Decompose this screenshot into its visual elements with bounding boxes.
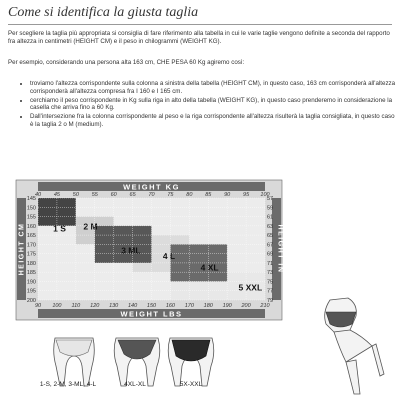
height-cm-tick: 190 [26,279,36,286]
page-title: Come si identifica la giusta taglia [8,5,199,20]
height-in-tick: 69 [267,251,274,258]
weight-kg-label: WEIGHT KG [123,182,180,192]
title-divider [8,24,392,25]
weight-lbs-tick: 110 [71,303,81,309]
height-cm-tick: 155 [26,214,36,221]
weight-lbs-tick: 180 [203,303,213,309]
instruction-item: • troviamo l'altezza corrispondente sulla colonna a sinistra della tabella (HEIGHT CM), in questo caso, 163 cm corrisponderà all'altezza corrisponderà all'altezza compresa fra I 160 e I 165 cm. [30,80,398,95]
height-cm-tick: 180 [26,260,36,267]
weight-kg-tick: 90 [224,192,231,198]
height-in-tick: 63 [267,223,274,230]
weight-kg-tick: 85 [205,192,212,198]
weight-lbs-tick: 100 [52,303,62,309]
height-cm-tick: 150 [26,205,36,212]
height-cm-tick: 185 [26,270,36,277]
figure-xxl-sizes [168,338,214,386]
height-in-tick: 77 [267,288,274,295]
size-label: 3 ML [121,245,141,256]
weight-lbs-tick: 90 [34,303,42,309]
weight-lbs-tick: 160 [165,303,176,309]
figure-label-small: 1-S, 2-M, 3-ML, 4-L [39,381,97,388]
figure-side-view [325,298,384,394]
instruction-list [22,80,398,130]
weight-kg-tick: 75 [167,192,174,198]
weight-kg-tick: 55 [91,192,98,198]
figure-small-sizes [54,338,95,386]
example-paragraph: Per esempio, considerando una persona alta 163 cm, CHE PESA 60 Kg agiremo così: [8,59,245,66]
size-label: 5 XXL [238,282,263,293]
height-cm-tick: 175 [26,251,36,258]
weight-kg-tick: 50 [72,192,79,198]
weight-lbs-tick: 140 [127,303,138,309]
size-label: 4 XL [200,262,219,273]
weight-kg-tick: 80 [186,192,193,198]
height-cm-tick: 195 [26,288,36,295]
instruction-item: • Dall'intersezione fra la colonna corrispondente al peso e la riga corrispondente all'altezza risulterà la taglia consigliata, in questo caso è la taglia 2 o M (medium). [30,113,398,128]
height-cm-tick: 165 [26,233,36,240]
weight-lbs-tick: 150 [146,303,157,309]
weight-kg-tick: 45 [53,192,60,198]
weight-lbs-tick: 130 [109,303,119,309]
weight-kg-tick: 70 [148,192,155,198]
weight-lbs-tick: 200 [241,303,251,309]
height-in-tick: 75 [267,279,274,286]
height-cm-tick: 200 [26,298,36,304]
weight-lbs-tick: 170 [184,303,194,309]
height-in-label: HEIGHT IN [276,224,284,274]
weight-kg-tick: 65 [129,192,136,198]
intro-paragraph: Per scegliere la taglia più appropriata si consiglia di fare riferimento alla tabella in cui le varie taglie vengono definite a seconda del rapporto fra altezza in centimetri (HEIGHT CM) e il peso in chilogrammi (WEIGHT KG). [8,30,390,45]
weight-kg-tick: 60 [110,192,117,198]
height-cm-tick: 170 [26,242,36,249]
weight-kg-tick: 40 [34,192,42,198]
height-in-tick: 71 [267,260,274,267]
height-in-tick: 79 [267,298,274,304]
instruction-item: • cerchiamo il peso corrispondente in Kg sulla riga in alto della tabella (WEIGHT KG), in questo caso prenderemo in considerazione la casella che arriva fino a 60 Kg. [30,97,398,112]
height-cm-tick: 160 [26,223,36,230]
height-cm-label: HEIGHT CM [18,222,26,276]
height-in-tick: 65 [267,233,274,240]
weight-lbs-tick: 120 [90,303,100,309]
height-in-tick: 61 [267,214,274,221]
figure-label-xxl: 5X-XXL [179,381,203,388]
figure-label-xl: 4XL-XL [124,381,146,388]
height-in-tick: 67 [267,242,274,249]
figure-xl-sizes [114,338,160,386]
weight-lbs-tick: 190 [222,303,232,309]
height-cm-tick: 145 [26,196,36,202]
weight-kg-tick: 95 [243,192,250,198]
height-in-tick: 73 [267,270,274,277]
weight-kg-tick: 100 [260,192,270,198]
size-label: 1 S [53,223,66,234]
weight-lbs-tick: 210 [260,303,270,309]
size-label: 4 L [162,251,176,262]
height-in-tick: 57 [267,196,274,202]
size-label: 2 M [83,221,98,232]
height-in-tick: 59 [267,205,274,212]
weight-lbs-label: WEIGHT LBS [120,309,183,319]
